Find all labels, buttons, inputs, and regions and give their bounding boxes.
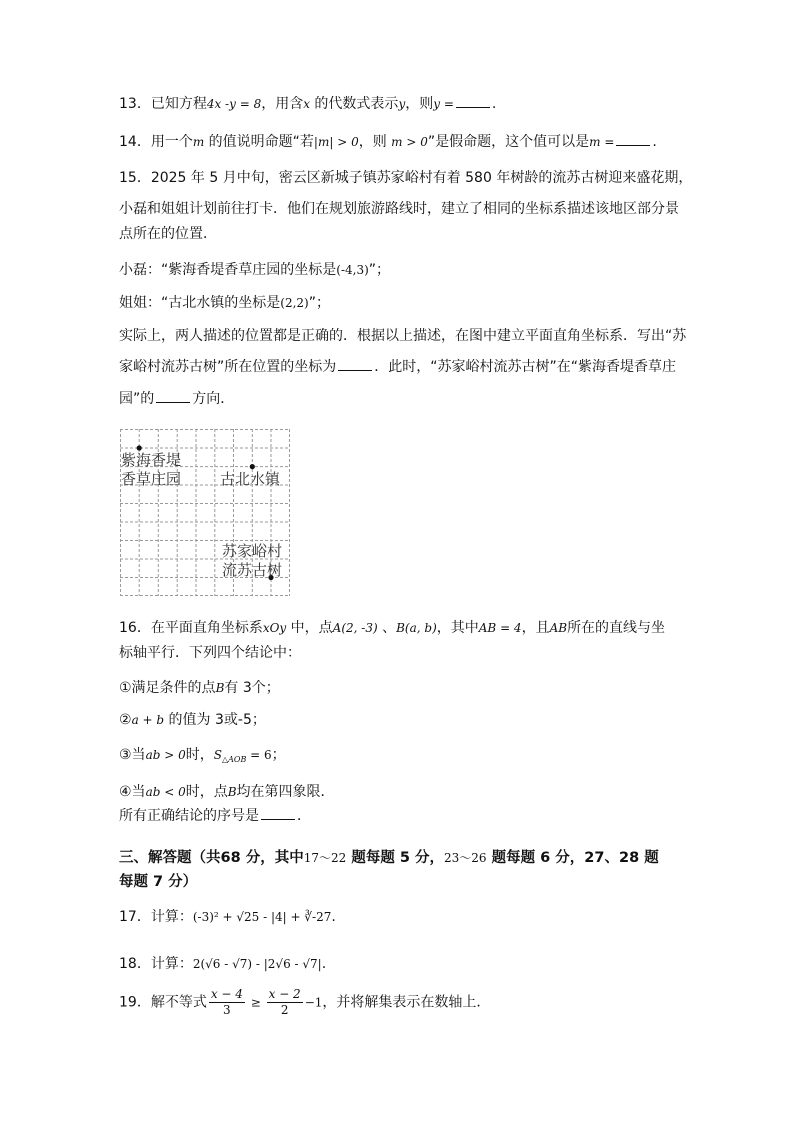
q14-answer-blank[interactable] xyxy=(616,133,650,146)
q16-c4-end: 均在第四象限． xyxy=(236,784,335,800)
q16-text-4: ，且 xyxy=(521,620,550,636)
q18-expression: 2(√6 - √7) - |2√6 - √7| xyxy=(192,957,322,971)
q17-end: . xyxy=(331,909,336,925)
question-13 xyxy=(119,93,496,113)
q15-grid-figure xyxy=(120,429,290,596)
q17-number: 17． xyxy=(119,909,151,925)
q16-c1-b: B xyxy=(215,681,225,695)
q15-sister-coord: (2,2) xyxy=(280,296,309,310)
q19-text: 解不等式 xyxy=(150,994,207,1011)
q14-text-3: ，则 xyxy=(358,134,392,150)
label-gubei: 古北水镇 xyxy=(220,470,281,488)
q16-c3-cond: ab > 0 xyxy=(145,748,186,762)
section3-text-c: 题每题 5 分， xyxy=(346,850,445,866)
q16-c3-eq: = 6 xyxy=(246,748,272,762)
q16-final-end: ． xyxy=(297,808,311,824)
q19-tail: −1 xyxy=(304,995,323,1010)
q19-f2-numerator: x − 2 xyxy=(268,987,301,1001)
q14-text: 用一个 xyxy=(150,134,193,150)
q15-text-7b: ．此时，“苏家峪村流苏古树”在“紫海香堤香草庄 xyxy=(374,359,677,375)
q15-text-8a: 园”的 xyxy=(119,391,155,407)
q19-fraction-2 xyxy=(267,987,303,1018)
q16-final-text: 所有正确结论的序号是 xyxy=(119,808,259,824)
q15-direction-blank[interactable] xyxy=(156,390,190,403)
q16-ab-length: AB = 4 xyxy=(478,621,522,635)
q15-xiaolei-coord: (-4,3) xyxy=(336,263,369,277)
label-sujiayu-1: 苏家峪村 xyxy=(222,542,283,560)
q16-conclusion-3 xyxy=(119,744,286,764)
q15-line-6: 实际上，两人描述的位置都是正确的．根据以上描述，在图中建立平面直角坐标系．写出“苏 xyxy=(119,328,687,344)
q15-line-2: 小磊和姐姐计划前往打卡．他们在规划旅游路线时，建立了相同的坐标系描述该地区部分景 xyxy=(119,201,679,217)
q16-c3-text: ③当 xyxy=(119,747,146,763)
q16-ab: AB xyxy=(549,621,568,635)
q15-line-5 xyxy=(119,292,330,312)
q15-text-7a: 家峪村流苏古树”所在位置的坐标为 xyxy=(119,359,337,375)
q13-end: . xyxy=(491,96,497,112)
q16-c3-mid: 时， xyxy=(185,747,214,763)
q16-point-b: B(a, b) xyxy=(396,621,437,635)
section-3-heading-line-1 xyxy=(119,846,659,867)
q14-condition: m > 0 xyxy=(391,135,428,149)
section3-range-2: 23～26 xyxy=(444,851,487,865)
q13-text-2: ，用含 xyxy=(261,96,304,112)
q18-number: 18． xyxy=(119,956,151,972)
q14-answer-label: m = xyxy=(589,135,615,149)
q16-final xyxy=(119,805,311,825)
q19-f1-numerator: x − 4 xyxy=(210,987,243,1001)
q16-conclusion-1 xyxy=(119,677,280,697)
question-19 xyxy=(119,987,490,1018)
q16-text-3: ，其中 xyxy=(436,620,479,636)
q19-f2-denominator: 2 xyxy=(280,1003,289,1017)
section3-range-1: 17～22 xyxy=(303,851,347,865)
q15-xiaolei-text: 小磊：“紫海香堤香草庄园的坐标是 xyxy=(119,262,337,278)
q16-c1-text: ①满足条件的点 xyxy=(119,680,216,696)
q16-c2-text: ② xyxy=(119,712,132,728)
label-sujiayu-2: 流苏古树 xyxy=(222,561,283,579)
q16-c1-end: 有 3个； xyxy=(224,680,280,696)
label-zihai-1: 紫海香堤 xyxy=(121,451,182,469)
q16-c2-end: 的值为 3或-5； xyxy=(164,712,266,728)
q16-c4-mid: 时，点 xyxy=(185,784,228,800)
q15-text-8b: 方向． xyxy=(192,391,235,407)
q15-line-8 xyxy=(119,388,234,408)
q17-expression: (-3)² + √25 - |4| + ∛-27 xyxy=(192,910,332,924)
q13-answer-blank[interactable] xyxy=(456,95,490,108)
q16-point-a: A(2, -3) xyxy=(332,621,378,635)
q15-coord-blank[interactable] xyxy=(338,358,372,371)
q13-var-y: y xyxy=(398,97,406,111)
q13-text-3: 的代数式表示 xyxy=(309,96,399,112)
q15-line-7 xyxy=(119,356,676,376)
q16-c4-b: B xyxy=(227,785,237,799)
q18-end: . xyxy=(321,956,327,972)
q14-abs-m: |m| > 0 xyxy=(313,135,359,149)
q16-c4-text: ④当 xyxy=(119,784,146,800)
q16-line-2: 标轴平行．下列四个结论中： xyxy=(119,645,301,661)
q13-var-x: x xyxy=(303,97,310,111)
q16-c3-sub: △AOB xyxy=(221,755,247,764)
q16-text-1: 16．在平面直角坐标系 xyxy=(119,620,263,636)
q13-text: 已知方程 xyxy=(150,96,207,112)
q13-equation: 4x -y = 8 xyxy=(206,97,262,111)
q15-xiaolei-end: ”； xyxy=(368,262,391,278)
q15-line-4 xyxy=(119,259,390,279)
q16-text-2: 中，点 xyxy=(286,620,333,636)
q15-line-3: 点所在的位置． xyxy=(119,226,217,242)
q19-number: 19． xyxy=(119,994,151,1011)
q19-f1-denominator: 3 xyxy=(223,1003,231,1017)
label-zihai-2: 香草庄园 xyxy=(121,470,182,488)
q15-line-1: 15．2025 年 5 月中旬，密云区新城子镇苏家峪村有着 580 年树龄的流苏古树迎来盛花期， xyxy=(119,170,693,186)
q14-end: . xyxy=(652,134,657,150)
q14-number: 14． xyxy=(119,134,151,150)
q16-c2-expr: a + b xyxy=(131,713,165,727)
section3-text-a: 三、解答题（共68 分，其中 xyxy=(119,850,304,866)
q15-sister-end: ”； xyxy=(308,295,330,311)
q19-post: ，并将解集表示在数轴上． xyxy=(322,994,491,1011)
q14-text-4: ”是假命题，这个值可以是 xyxy=(427,134,590,150)
q13-answer-label: y = xyxy=(433,97,454,111)
q18-text: 计算： xyxy=(150,956,193,972)
q16-xoy: xOy xyxy=(262,621,287,635)
q16-conclusion-4 xyxy=(119,781,335,801)
q17-text: 计算： xyxy=(150,909,193,925)
question-17 xyxy=(119,906,336,926)
section-3-heading-line-2: 每题 7 分） xyxy=(119,874,198,890)
q16-c4-cond: ab < 0 xyxy=(145,785,186,799)
q13-text-4: ，则 xyxy=(405,96,434,112)
q13-number: 13． xyxy=(119,96,151,112)
q14-text-2: 的值说明命题“若 xyxy=(204,134,314,150)
q14-var-m: m xyxy=(192,135,205,149)
q16-text-5: 所在的直线与坐 xyxy=(567,620,666,636)
q19-fraction-1 xyxy=(209,987,245,1018)
section3-text-e: 题每题 6 分，27、28 题 xyxy=(486,850,659,866)
q16-answer-blank[interactable] xyxy=(261,807,295,820)
q16-c3-s: S xyxy=(213,748,222,762)
q16-conclusion-2 xyxy=(119,709,266,729)
question-14 xyxy=(119,131,657,151)
q16-line-1 xyxy=(119,617,665,637)
question-18 xyxy=(119,953,326,973)
q15-sister-text: 姐姐：“古北水镇的坐标是 xyxy=(119,295,281,311)
q19-ge: ≥ xyxy=(246,995,265,1010)
q16-sep: 、 xyxy=(377,620,397,636)
q16-c3-end: ； xyxy=(271,747,286,763)
